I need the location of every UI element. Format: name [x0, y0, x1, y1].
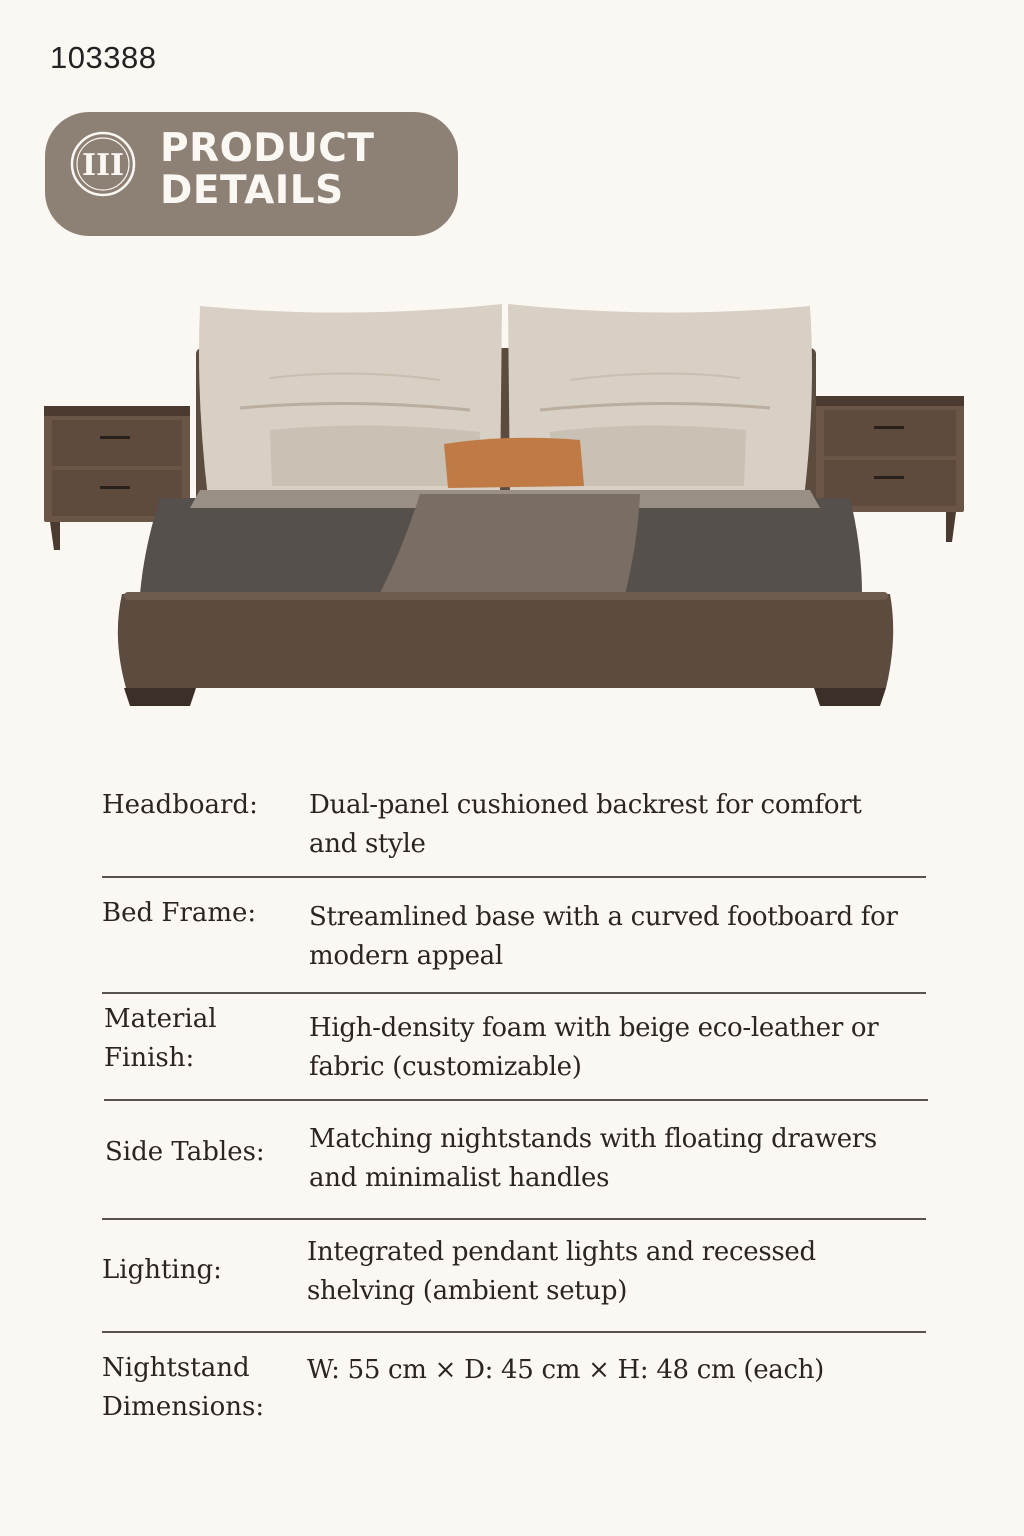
spec-value-headboard-line2: and style [309, 829, 426, 859]
spec-divider [102, 1218, 926, 1220]
spec-value-material-line2: fabric (customizable) [309, 1052, 582, 1082]
spec-value-headboard-line1: Dual-panel cushioned backrest for comfort [309, 790, 862, 820]
badge-title [160, 128, 375, 212]
spec-value-dimensions: W: 55 cm × D: 45 cm × H: 48 cm (each) [307, 1355, 825, 1385]
spec-value-side-tables-line1: Matching nightstands with floating drawers [309, 1124, 877, 1154]
product-code: 103388 [50, 40, 157, 75]
badge-title-line1: PRODUCT [160, 126, 375, 171]
spec-label-dimensions-line1: Nightstand [102, 1353, 250, 1383]
spec-divider [102, 992, 926, 994]
spec-value-material-line1: High-density foam with beige eco-leather or [309, 1013, 879, 1043]
spec-label-material-line2: Finish: [104, 1043, 195, 1073]
spec-value-lighting-line2: shelving (ambient setup) [307, 1276, 628, 1306]
spec-label-side-tables: Side Tables: [105, 1137, 265, 1167]
spec-value-lighting-line1: Integrated pendant lights and recessed [307, 1237, 816, 1267]
spec-divider [102, 876, 926, 878]
spec-label-dimensions-line2: Dimensions: [102, 1392, 265, 1422]
spec-value-bed-frame-line1: Streamlined base with a curved footboard for [309, 902, 898, 932]
accent-pillow [444, 438, 584, 488]
spec-value-bed-frame-line2: modern appeal [309, 941, 503, 971]
spec-label-lighting: Lighting: [102, 1255, 222, 1285]
spec-divider [104, 1099, 928, 1101]
bed-illustration [40, 298, 970, 713]
spec-label-headboard: Headboard: [102, 790, 258, 820]
spec-label-material-line1: Material [104, 1004, 217, 1034]
spec-label-bed-frame: Bed Frame: [102, 898, 257, 928]
spec-divider [102, 1331, 926, 1333]
roman-numeral-icon [70, 131, 136, 197]
badge-numeral: III [81, 148, 125, 183]
badge-title-line2: DETAILS [160, 168, 344, 213]
spec-value-side-tables-line2: and minimalist handles [309, 1163, 610, 1193]
section-badge [45, 112, 458, 236]
